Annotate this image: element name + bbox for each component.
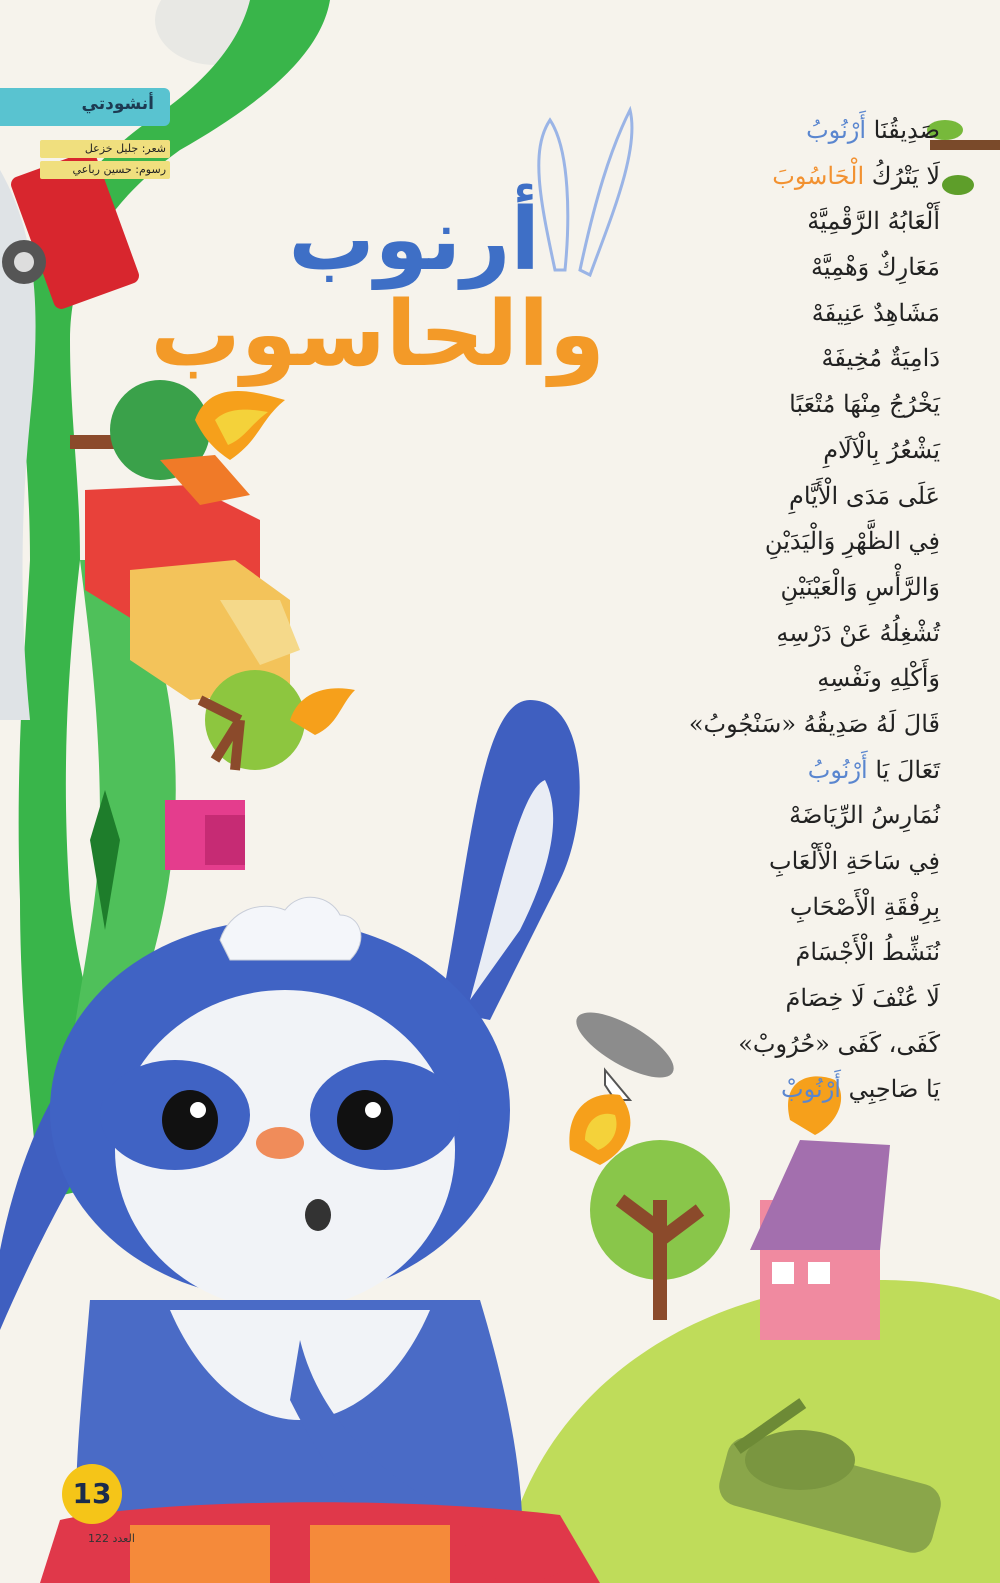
poem-line: [620, 611, 940, 657]
poem-line: [620, 474, 940, 520]
title-line-2: والحاسوب: [150, 282, 605, 387]
poem-line: [620, 336, 940, 382]
illustrator-credit: رسوم: حسين رباعي: [40, 161, 170, 179]
poem-line: [620, 885, 940, 931]
poem-line: [620, 976, 940, 1022]
poem-text: يَخْرُجُ مِنْهَا مُتْعَبًا: [789, 390, 940, 419]
poem-line: [620, 108, 940, 154]
poem-line: [620, 656, 940, 702]
page-number: 13: [62, 1464, 122, 1524]
credits: [40, 140, 170, 182]
poem-text: صَدِيقُنَا: [866, 116, 940, 144]
poem-text: لَا عُنْفَ لَا خِصَامَ: [785, 984, 940, 1013]
poem: [620, 108, 940, 1113]
poem-line: [620, 839, 940, 885]
poem-line: [620, 793, 940, 839]
poem-line: [620, 702, 940, 748]
poem-text: أَلْعَابُهُ الرَّقْمِيَّهْ: [807, 207, 940, 236]
poem-text: وَأَكْلِهِ ونَفْسِهِ: [817, 664, 940, 693]
poem-highlight: الْحَاسُوبَ: [772, 161, 865, 190]
poem-text: تَعَالَ يَا: [867, 755, 940, 784]
poem-text: فِي الظَّهْرِ وَالْيَدَيْنِ: [764, 527, 940, 556]
poem-line: [620, 930, 940, 976]
poem-text: مَعَارِكٌ وَهْمِيَّهْ: [811, 253, 940, 282]
section-tag: [0, 88, 170, 126]
poem-line: [620, 291, 940, 337]
poem-text: كَفَى، كَفَى «حُرُوبْ»: [738, 1029, 940, 1058]
poet-credit: شعر: جليل خزعل: [40, 140, 170, 158]
poem-text: دَامِيَةٌ مُخِيفَهْ: [821, 344, 940, 373]
burning-tree-hill: [569, 1094, 730, 1320]
poem-text: قَالَ لَهُ صَدِيقُهُ «سَنْجُوبُ»: [688, 709, 940, 738]
poem-line: [620, 245, 940, 291]
burning-tree-mid: [200, 670, 355, 770]
poem-text: عَلَى مَدَى الْأَيَّامِ: [789, 481, 940, 510]
poem-line: [620, 1067, 940, 1113]
poem-text: يَا صَاحِبِي: [840, 1075, 940, 1104]
poem-highlight: أَرْنُوبْ: [781, 1075, 841, 1104]
poem-line: [620, 519, 940, 565]
poem-text: نُمَارِسُ الرِّيَاضَهْ: [789, 801, 940, 830]
section-tag-label: أنشودتي: [81, 94, 154, 114]
title-line-1: أرنوب: [288, 190, 540, 290]
poem-line: [620, 1022, 940, 1068]
poem-highlight: أَرْنُوبُ: [807, 755, 868, 784]
house: [750, 1076, 890, 1340]
poem-text: فِي سَاحَةِ الْأَلْعَابِ: [768, 847, 940, 875]
issue-number: العدد 122: [88, 1532, 135, 1545]
poem-text: مَشَاهِدٌ عَنِيفَهْ: [811, 298, 940, 327]
poem-line: [620, 154, 940, 200]
poem-line: [620, 382, 940, 428]
poem-line: [620, 428, 940, 474]
poem-text: نُنَشِّطُ الْأَجْسَامَ: [795, 938, 940, 967]
bunny-character: [0, 700, 580, 1583]
poem-text: تُشْغِلُهُ عَنْ دَرْسِهِ: [776, 618, 940, 647]
poem-text: لَا يَتْرُكُ: [864, 161, 940, 190]
poem-line: [620, 748, 940, 794]
poem-line: [620, 199, 940, 245]
poem-highlight: أَرْنُوبُ: [806, 116, 867, 144]
poem-line: [620, 565, 940, 611]
poem-text: يَشْعُرُ بِالْآلَامِ: [823, 435, 940, 464]
poem-text: بِرِفْقَةِ الْأَصْحَابِ: [789, 892, 940, 921]
poem-text: وَالرَّأْسِ وَالْعَيْنَيْنِ: [780, 572, 940, 601]
